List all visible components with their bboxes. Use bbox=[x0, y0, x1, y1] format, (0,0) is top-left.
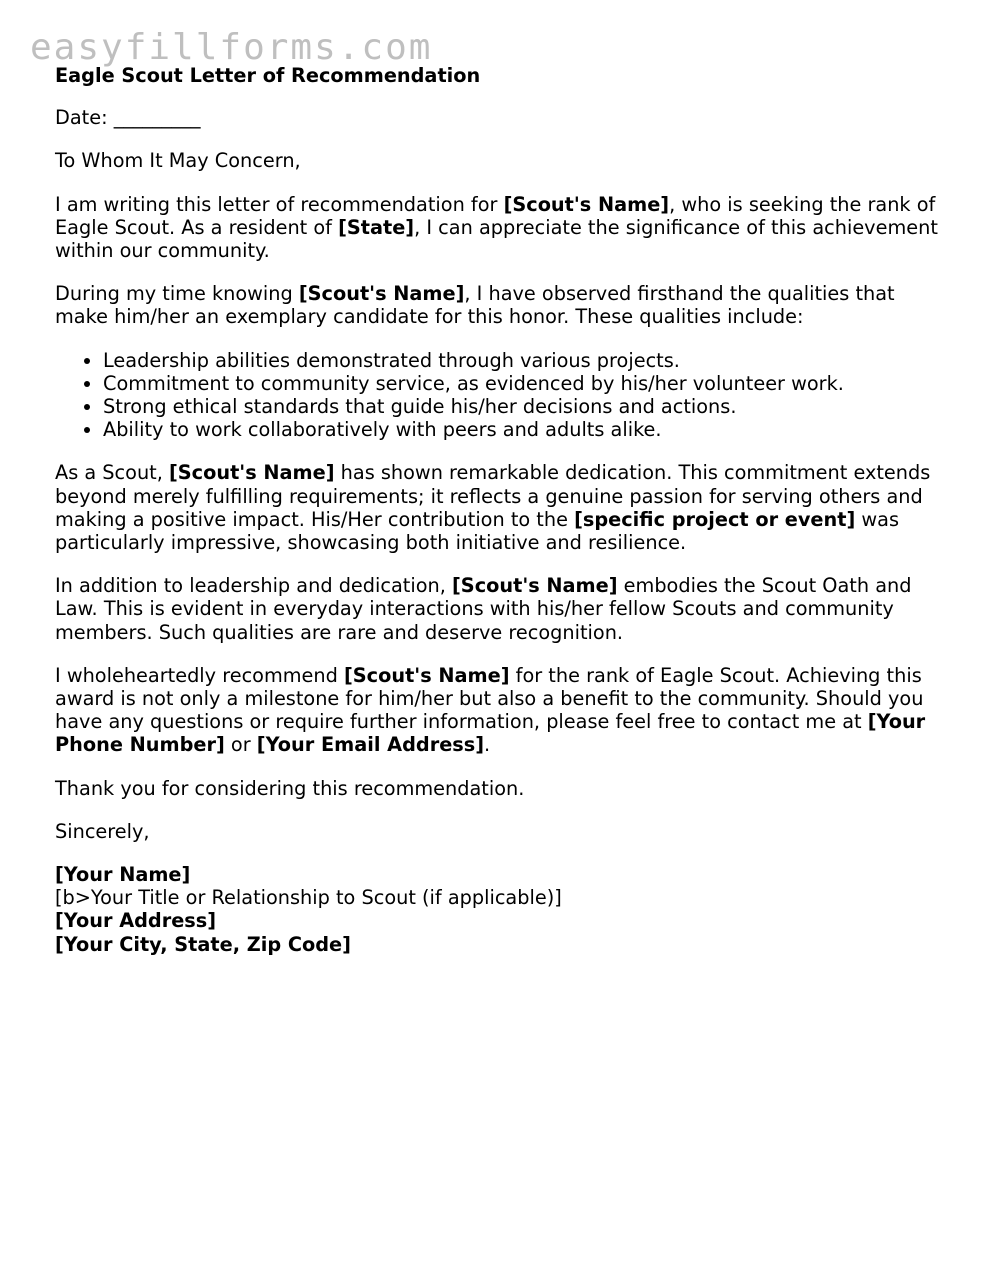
intro-paragraph bbox=[55, 193, 950, 263]
text: During my time knowing bbox=[55, 282, 299, 306]
text: I am writing this letter of recommendation for bbox=[55, 192, 504, 216]
qualities-list bbox=[55, 349, 950, 442]
list-item: • Ability to work collaboratively with peers and adults alike. bbox=[103, 418, 950, 441]
watermark: easyfillforms.com bbox=[30, 27, 433, 68]
signature-address: [Your Address] bbox=[55, 909, 217, 933]
closing-line: Sincerely, bbox=[55, 819, 150, 843]
text: has shown remarkable dedication. This commitment extends beyond merely fulfilling requirements; it reflects a genuine passion for serving others and making a positive impact. His/Her contribution to the bbox=[55, 461, 931, 531]
state-placeholder: [State] bbox=[338, 215, 415, 239]
text: , I have observed firsthand the qualities that make him/her an exemplary candidate for this honor. These qualities include: bbox=[55, 282, 895, 329]
recommendation-paragraph bbox=[55, 664, 950, 757]
document-title: Eagle Scout Letter of Recommendation bbox=[55, 64, 481, 87]
list-item: • Commitment to community service, as evidenced by his/her volunteer work. bbox=[103, 372, 950, 395]
dedication-paragraph bbox=[55, 461, 950, 554]
signature-name: [Your Name] bbox=[55, 863, 191, 887]
signature-title: [b>Your Title or Relationship to Scout (if applicable)] bbox=[55, 886, 562, 910]
scout-name-placeholder: [Scout's Name] bbox=[298, 282, 465, 306]
scout-name-placeholder: [Scout's Name] bbox=[168, 461, 335, 485]
qualities-intro-paragraph bbox=[55, 282, 950, 328]
project-placeholder: [specific project or event] bbox=[574, 507, 856, 531]
scout-name-placeholder: [Scout's Name] bbox=[452, 574, 618, 598]
scout-name-placeholder: [Scout's Name] bbox=[343, 663, 510, 687]
text: was particularly impressive, showcasing both initiative and resilience. bbox=[55, 507, 900, 555]
signature-city: [Your City, State, Zip Code] bbox=[55, 932, 351, 956]
text: I wholeheartedly recommend bbox=[55, 663, 344, 687]
list-item: • Strong ethical standards that guide his/her decisions and actions. bbox=[103, 395, 950, 418]
text: , who is seeking the rank of Eagle Scout. As a resident of bbox=[55, 192, 936, 239]
list-item: • Leadership abilities demonstrated through various projects. bbox=[103, 349, 950, 372]
email-placeholder: [Your Email Address] bbox=[256, 733, 485, 757]
salutation: To Whom It May Concern, bbox=[55, 149, 301, 173]
text: or bbox=[224, 733, 257, 757]
scout-name-placeholder: [Scout's Name] bbox=[503, 192, 670, 216]
scout-oath-paragraph bbox=[55, 574, 950, 644]
text: . bbox=[484, 733, 491, 757]
text: In addition to leadership and dedication, bbox=[55, 574, 452, 598]
letter-document bbox=[55, 64, 950, 956]
text: , I can appreciate the significance of this achievement within our community. bbox=[55, 215, 938, 263]
thanks-line: Thank you for considering this recommendation. bbox=[55, 776, 525, 800]
phone-placeholder: [Your Phone Number] bbox=[55, 710, 926, 757]
text: As a Scout, bbox=[55, 461, 169, 485]
text: for the rank of Eagle Scout. Achieving this award is not only a milestone for him/her but also a benefit to the community. Should you have any questions or require further information, please feel free to contact me at bbox=[55, 663, 924, 734]
text: embodies the Scout Oath and Law. This is evident in everyday interactions with his/her fellow Scouts and community members. Such qualities are rare and deserve recognition. bbox=[55, 574, 912, 644]
date-line: Date: _________ bbox=[55, 106, 201, 130]
signature-block bbox=[55, 863, 950, 956]
